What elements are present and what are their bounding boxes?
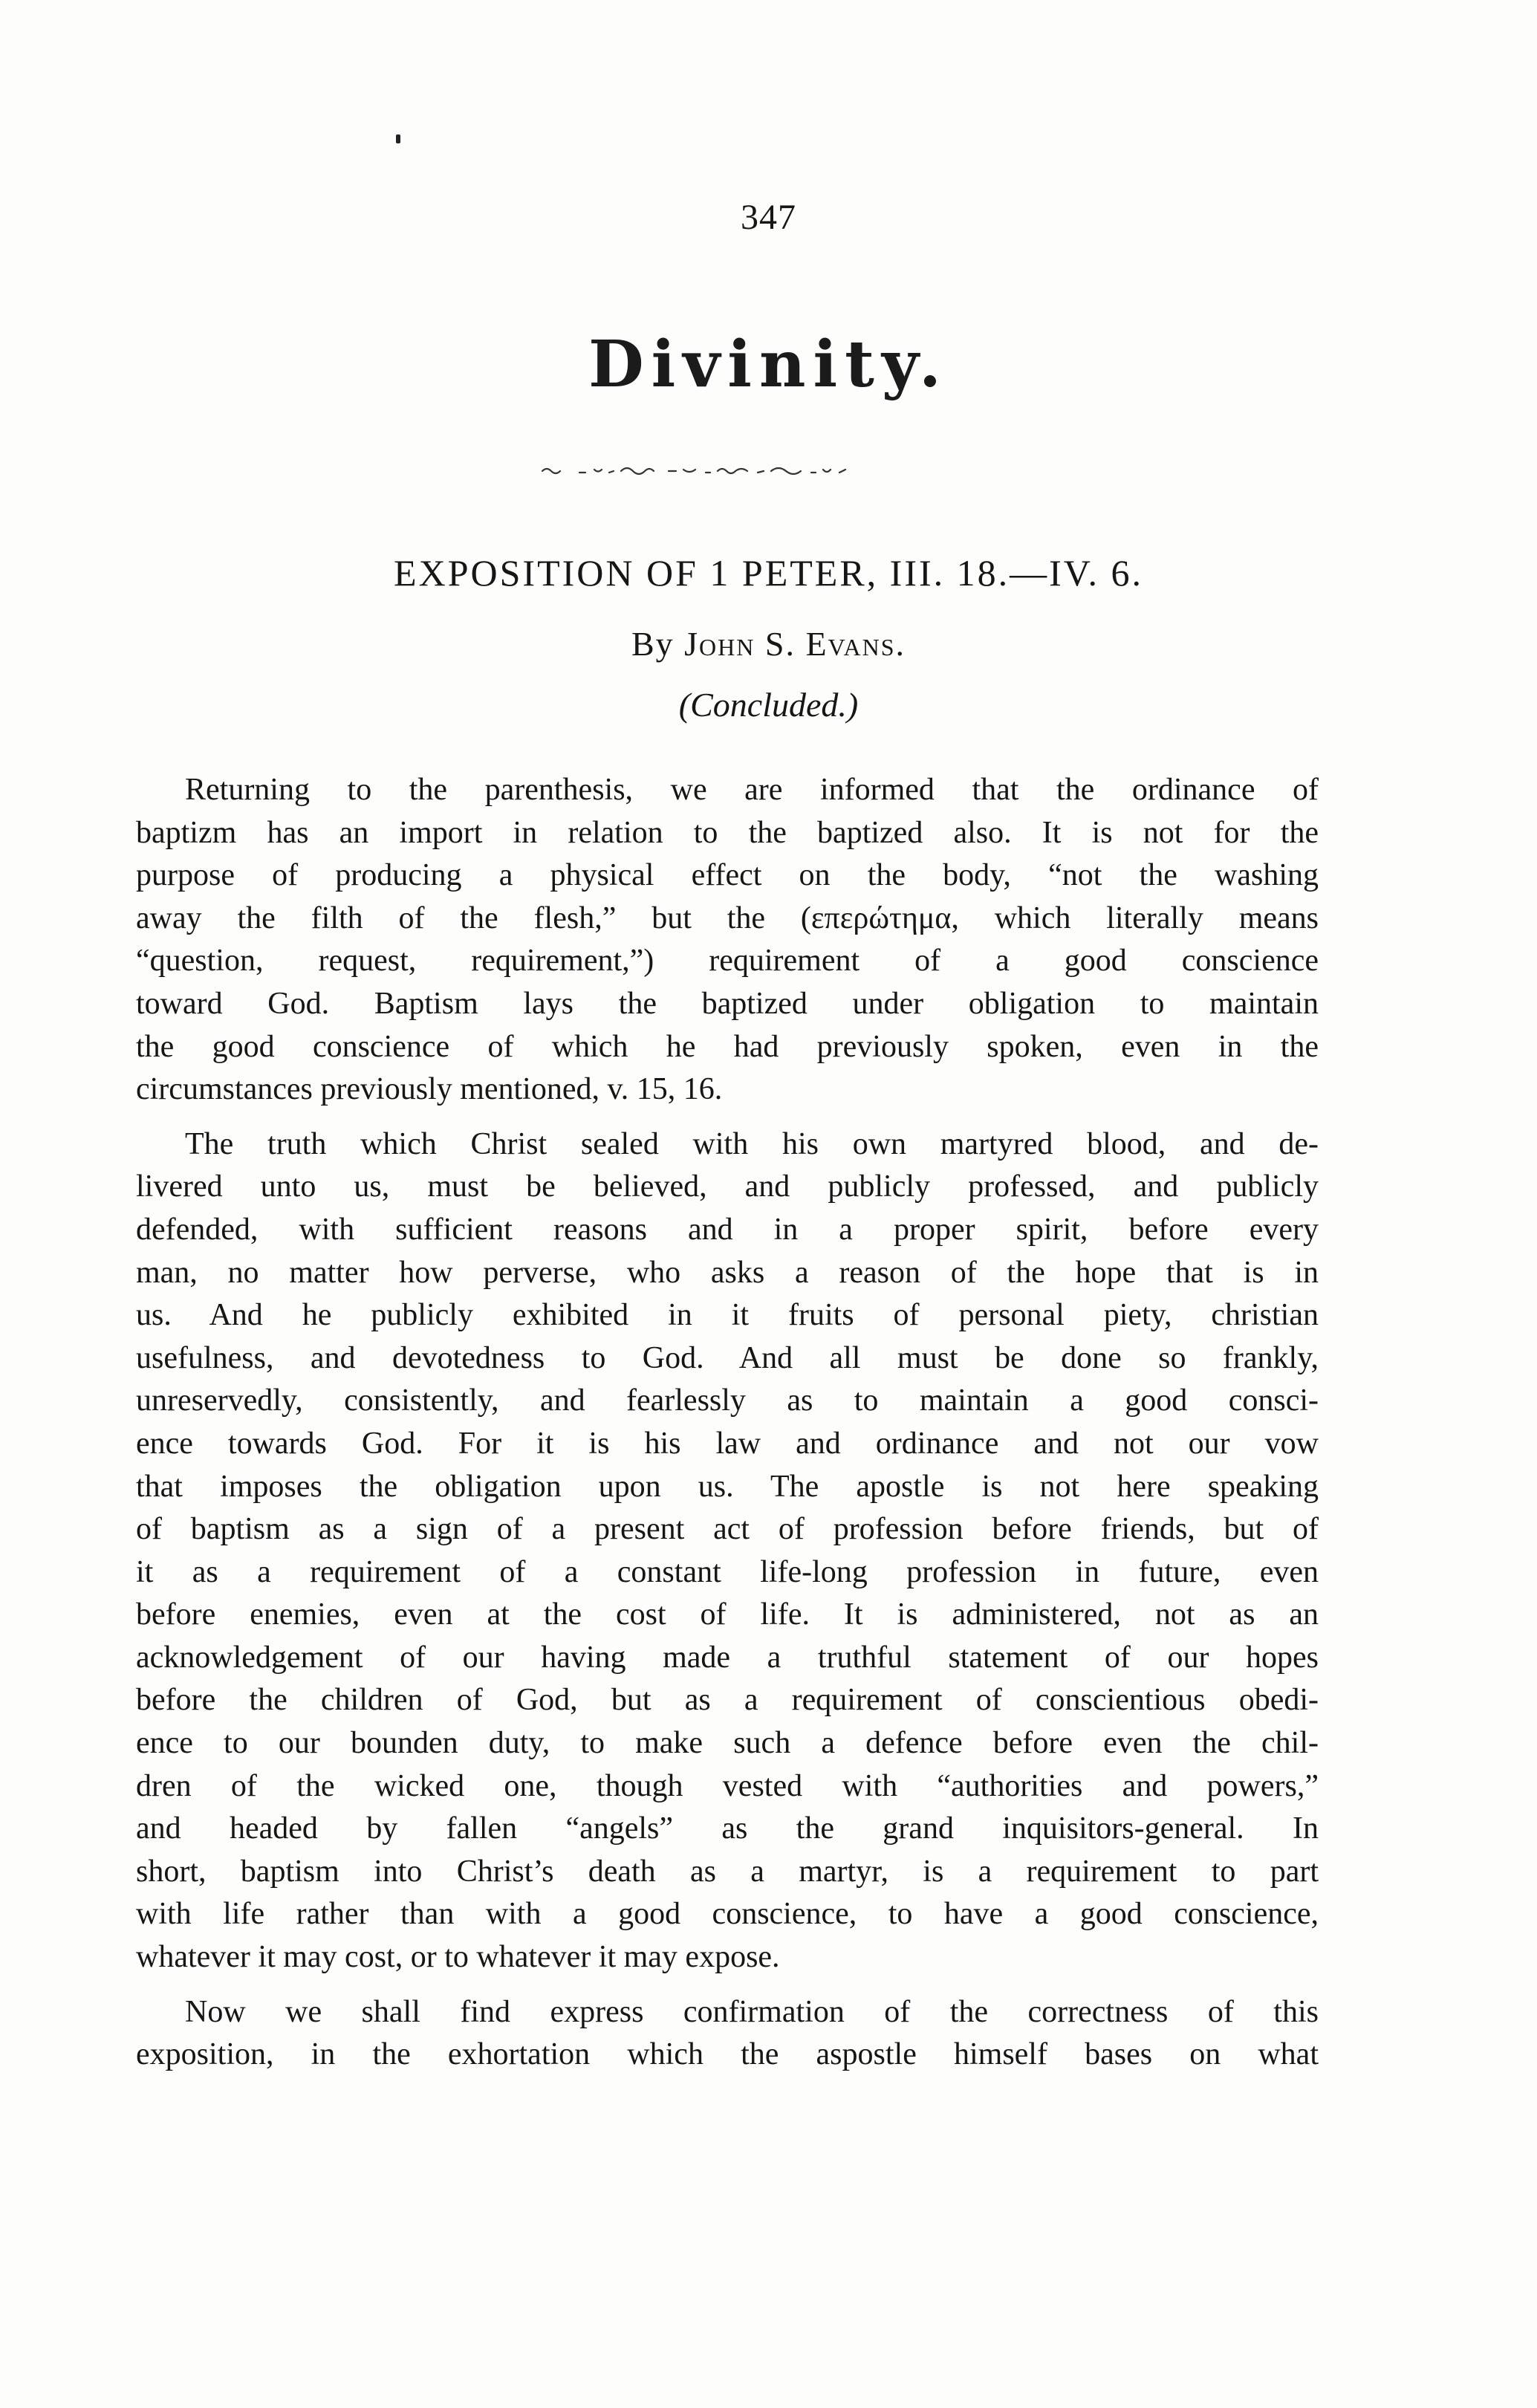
paragraph [136,1991,1319,2077]
text-line: away the filth of the flesh,” but the (επερώτημα, which literally means [136,900,1319,935]
text-line: Now we shall find express confirmation of the correctness of this [185,1994,1319,2029]
text-line: baptizm has an import in relation to the baptized also. It is not for the [136,815,1319,850]
text-line: The truth which Christ sealed with his own martyred blood, and de- [185,1126,1319,1161]
byline [0,624,1537,663]
text-line: whatever it may cost, or to whatever it may expose. [136,1940,780,1975]
text-line: before enemies, even at the cost of life. It is administered, not as an [136,1597,1319,1632]
text-line: short, baptism into Christ’s death as a martyr, is a requirement to part [136,1854,1319,1889]
text-line: exposition, in the exhortation which the aspostle himself bases on what [136,2037,1319,2072]
text-line: ence towards God. For it is his law and ordinance and not our vow [136,1426,1319,1461]
author-name: John S. Evans. [684,625,906,663]
article-body [136,769,1319,2077]
paragraph [136,769,1319,1111]
text-line: acknowledgement of our having made a truthful statement of our hopes [136,1640,1319,1675]
text-line: of baptism as a sign of a present act of profession before friends, but of [136,1512,1319,1547]
text-line: unreservedly, consistently, and fearlessly as to maintain a good consci- [136,1383,1319,1418]
text-line: with life rather than with a good conscience, to have a good conscience, [136,1897,1319,1932]
text-line: and headed by fallen “angels” as the grand inquisitors-general. In [136,1811,1319,1846]
print-speck [396,134,400,143]
concluded-note [0,685,1537,724]
text-line: ence to our bounden duty, to make such a defence before even the chil- [136,1726,1319,1761]
page-number: 347 [741,198,796,237]
byline-prefix: By [631,625,675,663]
text-line: it as a requirement of a constant life-long profession in future, even [136,1554,1319,1589]
text-line: us. And he publicly exhibited in it fruits of personal piety, christian [136,1298,1319,1333]
text-line: toward God. Baptism lays the baptized under obligation to maintain [136,986,1319,1021]
concluded-text: (Concluded.) [678,686,859,724]
section-heading: Divinity. [588,327,949,402]
text-line: that imposes the obligation upon us. The apostle is not here speaking [136,1469,1319,1504]
paragraph [136,1123,1319,1979]
text-line: purpose of producing a physical effect on the body, “not the washing [136,858,1319,893]
text-line: livered unto us, must be believed, and publicly professed, and publicly [136,1169,1319,1204]
text-line: “question, request, requirement,”) requirement of a good conscience [136,944,1319,979]
article-title: EXPOSITION OF 1 PETER, III. 18.—IV. 6. [394,552,1143,594]
text-line: circumstances previously mentioned, v. 15, 16. [136,1072,723,1107]
text-line: Returning to the parenthesis, we are informed that the ordinance of [185,773,1319,807]
text-line: defended, with sufficient reasons and in a proper spirit, before every [136,1212,1319,1247]
text-line: dren of the wicked one, though vested with “authorities and powers,” [136,1768,1319,1803]
ornamental-rule [535,455,921,484]
text-line: man, no matter how perverse, who asks a reason of the hope that is in [136,1255,1319,1290]
text-line: before the children of God, but as a requirement of conscientious obedi- [136,1683,1319,1718]
text-line: usefulness, and devotedness to God. And all must be done so frankly, [136,1340,1319,1375]
text-line: the good conscience of which he had previously spoken, even in the [136,1029,1319,1064]
